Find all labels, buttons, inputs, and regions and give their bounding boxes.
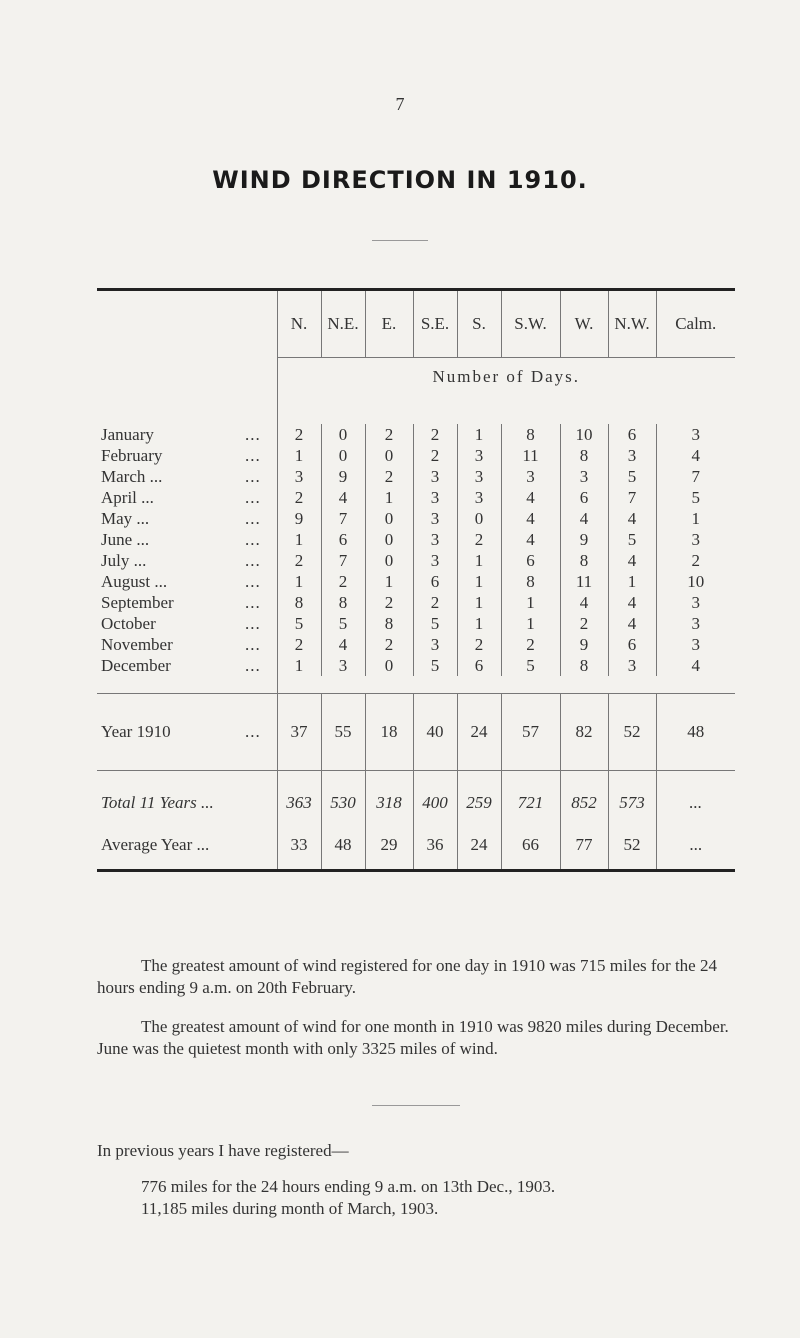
- list-item: 776 miles for the 24 hours ending 9 a.m. on 13th Dec., 1903.: [141, 1177, 556, 1196]
- table-cell: 2: [277, 487, 321, 508]
- table-cell: 52: [608, 835, 656, 869]
- table-cell: 6: [457, 655, 501, 676]
- table-cell: 0: [365, 529, 413, 550]
- table-cell: 5: [321, 613, 365, 634]
- header-cell: N.W.: [608, 291, 656, 358]
- table-cell: 2: [501, 634, 560, 655]
- table-cell: 48: [656, 694, 735, 771]
- table-cell: 2: [560, 613, 608, 634]
- table-cell: 3: [413, 550, 457, 571]
- paragraph-greatest-month: [97, 1016, 737, 1060]
- table-cell: 8: [277, 592, 321, 613]
- table-cell: 24: [457, 835, 501, 869]
- table-cell: 1: [457, 592, 501, 613]
- header-cell: S.W.: [501, 291, 560, 358]
- table-cell: 4: [501, 508, 560, 529]
- table-cell: 5: [413, 655, 457, 676]
- paragraph-text: The greatest amount of wind for one month in 1910 was 9820 miles during December. June was the quietest month with only 3325 miles of wind.: [97, 1017, 729, 1058]
- row-label: Year 1910 ...: [97, 694, 277, 771]
- table-cell: 33: [277, 835, 321, 869]
- table-cell: 9: [560, 529, 608, 550]
- table-row: [97, 592, 735, 613]
- table-cell: 2: [457, 634, 501, 655]
- table-cell: 3: [457, 466, 501, 487]
- table-cell: 5: [656, 487, 735, 508]
- table-cell: 0: [365, 508, 413, 529]
- header-cell: Calm.: [656, 291, 735, 358]
- table-cell: 2: [413, 592, 457, 613]
- table-cell: 8: [501, 571, 560, 592]
- table-cell: 9: [560, 634, 608, 655]
- table-cell: 4: [560, 592, 608, 613]
- table-cell: 24: [457, 694, 501, 771]
- table-cell: 37: [277, 694, 321, 771]
- number-of-days-label: Number of Days.: [277, 358, 735, 397]
- table-cell: 1: [365, 571, 413, 592]
- table-cell: 363: [277, 771, 321, 836]
- table-cell: 4: [501, 529, 560, 550]
- table-cell: 259: [457, 771, 501, 836]
- table-cell: 2: [365, 424, 413, 445]
- table-row: [97, 529, 735, 550]
- table-cell: 1: [457, 424, 501, 445]
- month-label: May ... ...: [101, 509, 261, 528]
- table-cell: 3: [413, 634, 457, 655]
- month-label: November ...: [101, 635, 261, 654]
- table-cell: 18: [365, 694, 413, 771]
- table-cell: 3: [277, 466, 321, 487]
- paragraph-text: In previous years I have registered—: [97, 1141, 349, 1160]
- table-cell: 8: [501, 424, 560, 445]
- table-cell: 5: [277, 613, 321, 634]
- paragraph-previous-years: [97, 1140, 737, 1162]
- table-cell: 852: [560, 771, 608, 836]
- table-cell: ...: [656, 835, 735, 869]
- table-cell: 4: [321, 487, 365, 508]
- table-cell: 0: [365, 655, 413, 676]
- table-cell: 1: [457, 571, 501, 592]
- table-cell: 2: [457, 529, 501, 550]
- month-label: March ... ...: [101, 467, 261, 486]
- table-cell: 9: [277, 508, 321, 529]
- table-cell: 5: [413, 613, 457, 634]
- table-cell: 9: [321, 466, 365, 487]
- month-label: September ...: [101, 593, 261, 612]
- table-cell: 3: [656, 634, 735, 655]
- month-label: February ...: [101, 446, 261, 465]
- table-cell: 721: [501, 771, 560, 836]
- header-cell: N.: [277, 291, 321, 358]
- table-cell: 2: [365, 592, 413, 613]
- header-cell: S.E.: [413, 291, 457, 358]
- header-cell: W.: [560, 291, 608, 358]
- table-cell: 1: [277, 571, 321, 592]
- table-cell: 2: [365, 634, 413, 655]
- table-row: [97, 487, 735, 508]
- table-cell: 8: [321, 592, 365, 613]
- table-cell: 77: [560, 835, 608, 869]
- month-label: January ...: [101, 425, 261, 444]
- table-cell: 6: [321, 529, 365, 550]
- header-cell: N.E.: [321, 291, 365, 358]
- table-cell: 4: [656, 655, 735, 676]
- table-cell: 6: [413, 571, 457, 592]
- table-row: [97, 445, 735, 466]
- table-cell: 48: [321, 835, 365, 869]
- table-cell: 1: [608, 571, 656, 592]
- table-cell: 3: [457, 445, 501, 466]
- table-cell: 400: [413, 771, 457, 836]
- table-cell: 4: [608, 550, 656, 571]
- table-cell: 5: [608, 466, 656, 487]
- month-label: April ... ...: [101, 488, 261, 507]
- table-cell: 6: [501, 550, 560, 571]
- table-cell: 55: [321, 694, 365, 771]
- table-cell: 11: [560, 571, 608, 592]
- month-label: June ... ...: [101, 530, 261, 549]
- page-number: 7: [395, 94, 405, 114]
- table-cell: 7: [608, 487, 656, 508]
- month-label: December ...: [101, 656, 261, 675]
- table-cell: 36: [413, 835, 457, 869]
- table-cell: 4: [321, 634, 365, 655]
- table-cell: 4: [501, 487, 560, 508]
- table-cell: 3: [608, 445, 656, 466]
- table-cell: 8: [560, 445, 608, 466]
- table-cell: 8: [365, 613, 413, 634]
- previous-record-list: [141, 1176, 781, 1220]
- month-label: July ... ...: [101, 551, 261, 570]
- table-cell: 3: [413, 508, 457, 529]
- row-label: Total 11 Years ...: [97, 771, 277, 836]
- table-cell: 8: [560, 550, 608, 571]
- table-cell: 1: [277, 529, 321, 550]
- table-cell: 4: [608, 613, 656, 634]
- header-cell: S.: [457, 291, 501, 358]
- table-cell: 57: [501, 694, 560, 771]
- table-cell: 6: [608, 424, 656, 445]
- paragraph-text: The greatest amount of wind registered for one day in 1910 was 715 miles for the 24 hours ending 9 a.m. on 20th February.: [97, 956, 717, 997]
- table-cell: 1: [501, 592, 560, 613]
- table-cell: 3: [457, 487, 501, 508]
- average-year-row: [97, 835, 735, 869]
- table-cell: 0: [365, 445, 413, 466]
- table-cell: 3: [321, 655, 365, 676]
- table-cell: 3: [413, 529, 457, 550]
- table-row: [97, 424, 735, 445]
- table-cell: 318: [365, 771, 413, 836]
- table-cell: 3: [501, 466, 560, 487]
- divider: [372, 1105, 460, 1106]
- table-cell: 1: [501, 613, 560, 634]
- table-cell: 29: [365, 835, 413, 869]
- table-cell: 2: [277, 634, 321, 655]
- header-corner: [97, 291, 277, 396]
- table-cell: 2: [413, 445, 457, 466]
- table-cell: 0: [321, 445, 365, 466]
- table-cell: 1: [277, 655, 321, 676]
- table-cell: 2: [656, 550, 735, 571]
- list-item: 11,185 miles during month of March, 1903.: [141, 1199, 439, 1218]
- header-cell: E.: [365, 291, 413, 358]
- table-cell: 10: [560, 424, 608, 445]
- table-cell: 7: [321, 508, 365, 529]
- table-cell: 40: [413, 694, 457, 771]
- table-cell: 7: [656, 466, 735, 487]
- table-row: [97, 466, 735, 487]
- divider: [372, 240, 428, 241]
- table-cell: 1: [365, 487, 413, 508]
- table-cell: 11: [501, 445, 560, 466]
- table-cell: 4: [608, 592, 656, 613]
- table-cell: 4: [608, 508, 656, 529]
- page-title: WIND DIRECTION IN 1910.: [212, 166, 588, 194]
- table-cell: 66: [501, 835, 560, 869]
- table-cell: 3: [560, 466, 608, 487]
- table-cell: 0: [365, 550, 413, 571]
- table-row: [97, 613, 735, 634]
- table-cell: 0: [457, 508, 501, 529]
- table-cell: 8: [560, 655, 608, 676]
- row-label: Average Year ...: [101, 835, 210, 854]
- table-cell: 82: [560, 694, 608, 771]
- year-total-row: [97, 694, 735, 771]
- table-cell: 2: [321, 571, 365, 592]
- table-cell: 3: [656, 592, 735, 613]
- direction-header-row: [97, 291, 735, 358]
- table-cell: 6: [608, 634, 656, 655]
- table-cell: 3: [413, 466, 457, 487]
- month-label: August ... ...: [101, 572, 261, 591]
- paragraph-greatest-day: [97, 955, 737, 999]
- table-row: [97, 550, 735, 571]
- table-cell: 5: [501, 655, 560, 676]
- table-cell: 52: [608, 694, 656, 771]
- table-cell: 2: [413, 424, 457, 445]
- table-cell: 1: [277, 445, 321, 466]
- table-cell: 0: [321, 424, 365, 445]
- table-cell: 3: [656, 529, 735, 550]
- table-cell: 4: [560, 508, 608, 529]
- eleven-year-total-row: [97, 771, 735, 836]
- table-cell: 3: [656, 424, 735, 445]
- table-cell: 1: [457, 613, 501, 634]
- table-cell: 10: [656, 571, 735, 592]
- table-row: [97, 655, 735, 676]
- table-row: [97, 508, 735, 529]
- table-cell: 5: [608, 529, 656, 550]
- table-cell: 3: [608, 655, 656, 676]
- table-row: [97, 634, 735, 655]
- table-cell: 2: [277, 424, 321, 445]
- table-cell: 3: [413, 487, 457, 508]
- table-cell: 1: [656, 508, 735, 529]
- month-label: October ...: [101, 614, 261, 633]
- table-cell: 6: [560, 487, 608, 508]
- table-cell: 2: [365, 466, 413, 487]
- table-cell: ...: [656, 771, 735, 836]
- wind-direction-table: [97, 288, 735, 872]
- table-cell: 573: [608, 771, 656, 836]
- table-cell: 4: [656, 445, 735, 466]
- table-row: [97, 571, 735, 592]
- table-cell: 2: [277, 550, 321, 571]
- table-cell: 3: [656, 613, 735, 634]
- table-cell: 7: [321, 550, 365, 571]
- table-cell: 530: [321, 771, 365, 836]
- month-rows: [97, 424, 735, 676]
- table-cell: 1: [457, 550, 501, 571]
